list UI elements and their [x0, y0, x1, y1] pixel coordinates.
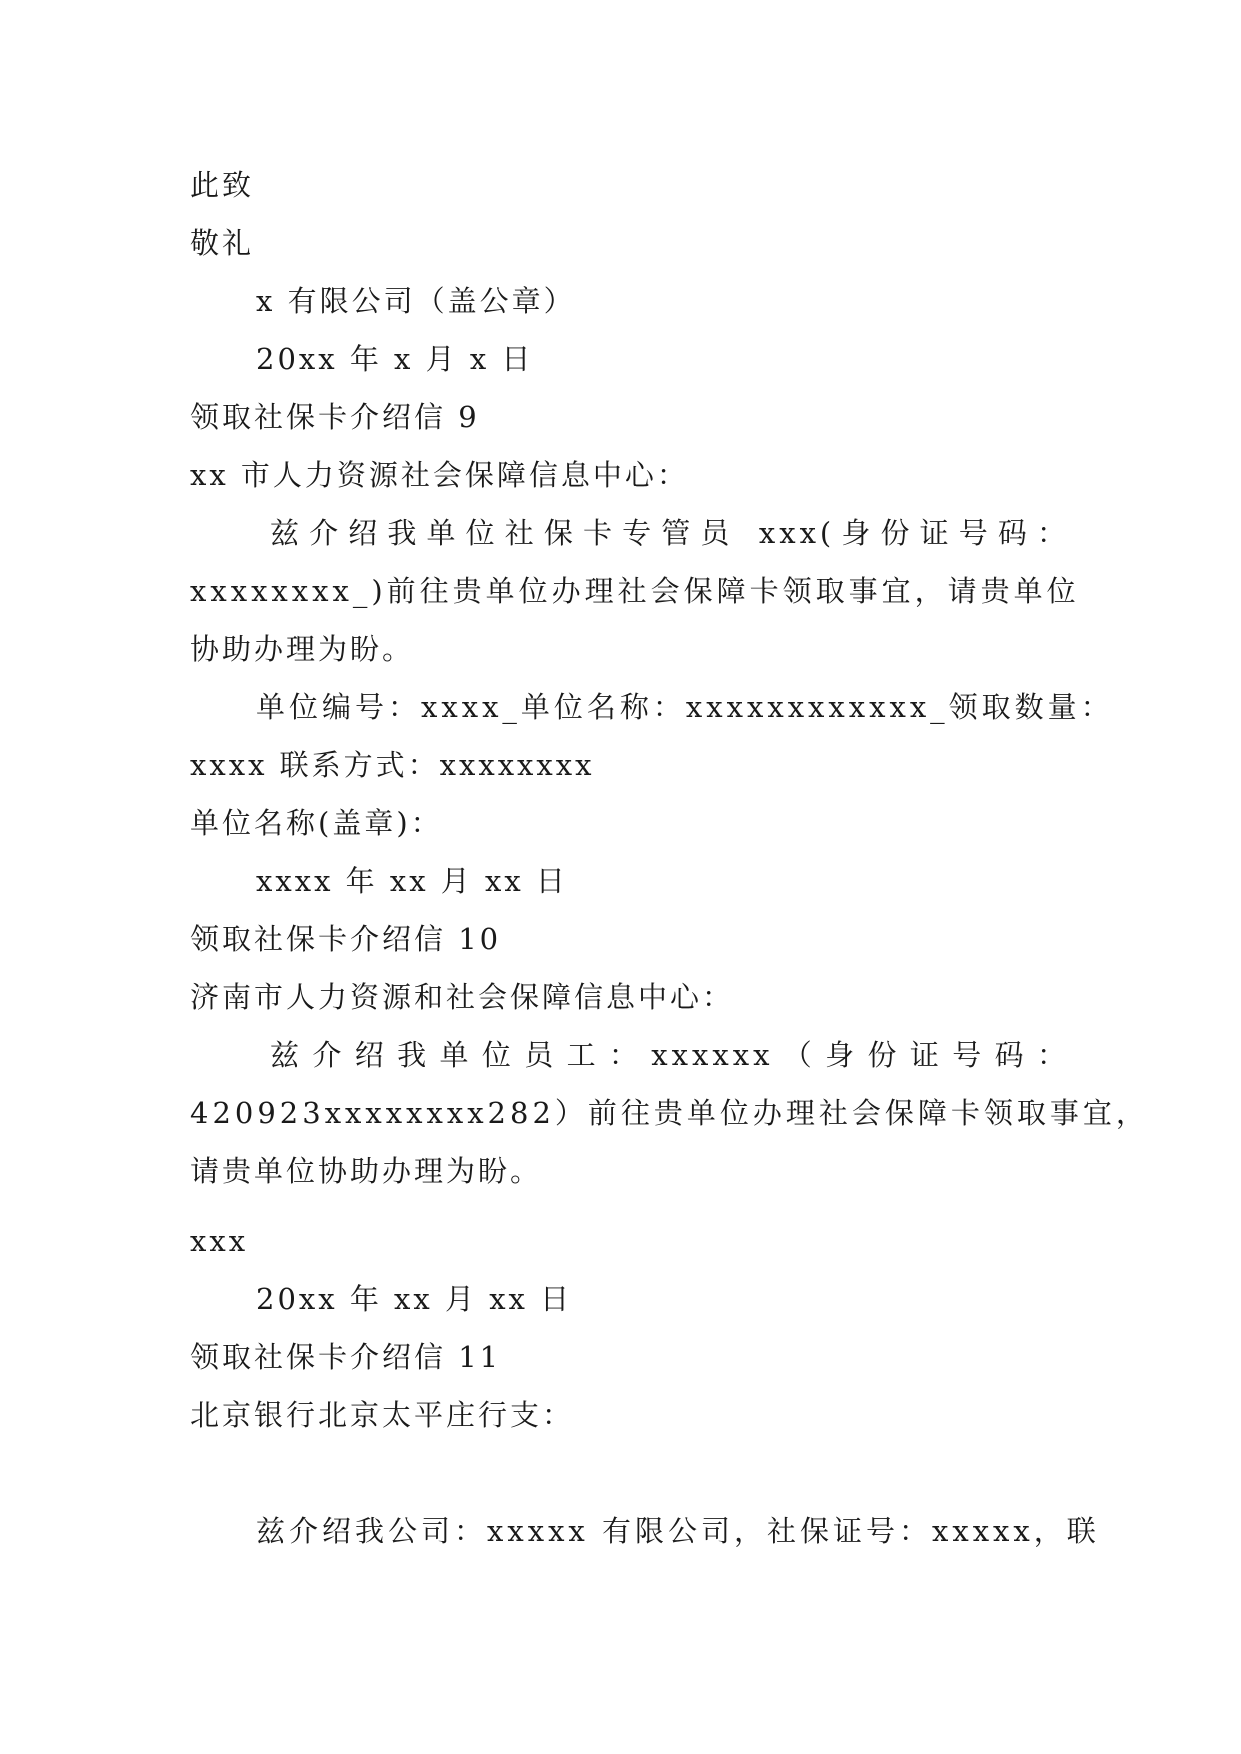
- letter-heading-11: 领取社保卡介绍信 11: [190, 1340, 502, 1374]
- letter-recipient-10: 济南市人力资源和社会保障信息中心：: [190, 980, 735, 1014]
- letter-recipient-9: xx 市人力资源社会保障信息中心：: [190, 458, 689, 492]
- letter-signature-label-9: 单位名称(盖章)：: [190, 806, 443, 840]
- letter-body-9-line-1: 兹介绍我单位社保卡专管员 xxx(身份证号码：: [270, 516, 1070, 550]
- letter-date-9: xxxx 年 xx 月 xx 日: [256, 864, 568, 898]
- letter-body-9-line-2: xxxxxxxx_)前往贵单位办理社会保障卡领取事宜，请贵单位: [190, 574, 1080, 608]
- letter-details-9-line-1: 单位编号：xxxx_单位名称：xxxxxxxxxxxx_领取数量：: [256, 690, 1114, 724]
- letter-body-10-line-3: 请贵单位协助办理为盼。: [190, 1154, 543, 1188]
- letter-body-10-line-1: 兹介绍我单位员工：xxxxxx（身份证号码：: [270, 1038, 1070, 1072]
- letter-signature-10: xxx: [190, 1224, 249, 1258]
- letter-heading-9: 领取社保卡介绍信 9: [190, 400, 480, 434]
- letter-body-11-line-1: 兹介绍我公司：xxxxx 有限公司，社保证号：xxxxx，联: [256, 1514, 1100, 1548]
- signature-company: x 有限公司（盖公章）: [256, 284, 576, 318]
- letter-body-10-line-2: 420923xxxxxxxx282）前往贵单位办理社会保障卡领取事宜，: [190, 1096, 1149, 1130]
- letter-date-10: 20xx 年 xx 月 xx 日: [256, 1282, 573, 1316]
- letter-heading-10: 领取社保卡介绍信 10: [190, 922, 502, 956]
- closing-line-1: 此致: [190, 168, 255, 202]
- closing-line-2: 敬礼: [190, 226, 255, 260]
- letter-details-9-line-2: xxxx 联系方式：xxxxxxxx: [190, 748, 595, 782]
- letter-recipient-11: 北京银行北京太平庄行支：: [190, 1398, 575, 1432]
- letter-body-9-line-3: 协助办理为盼。: [190, 632, 415, 666]
- signature-date: 20xx 年 x 月 x 日: [256, 342, 534, 376]
